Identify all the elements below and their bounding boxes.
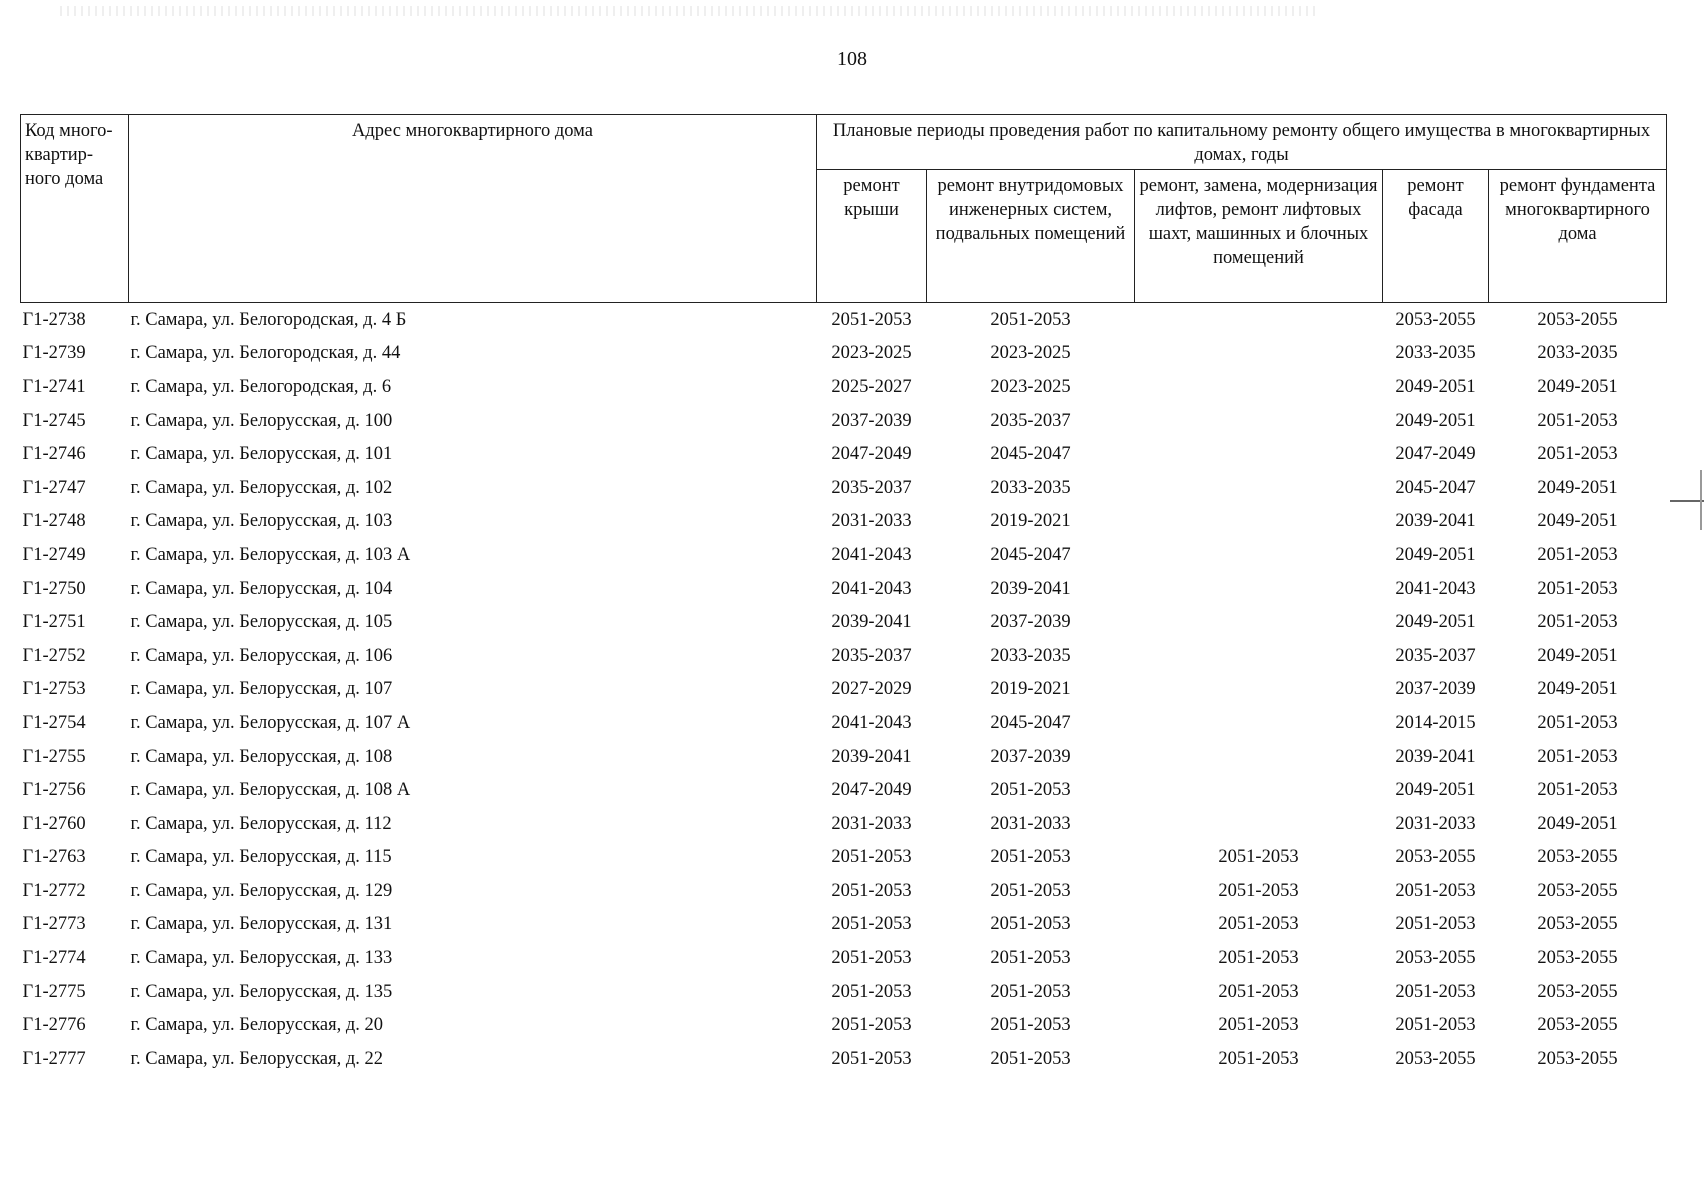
cell-facade: 2014-2015 (1395, 712, 1476, 733)
cell-address: г. Самара, ул. Белорусская, д. 135 (130, 981, 393, 1002)
table-row (21, 841, 1667, 875)
cell-systems: 2037-2039 (990, 746, 1071, 767)
cell-code: Г1-2755 (22, 746, 86, 767)
cell-elevators (1135, 437, 1383, 471)
cell-elevators (1135, 605, 1383, 639)
cell-roof: 2041-2043 (831, 712, 912, 733)
cell-systems: 2051-2053 (990, 981, 1071, 1002)
cell-roof: 2031-2033 (831, 511, 912, 532)
cell-foundation: 2053-2055 (1537, 1048, 1618, 1069)
cell-code: Г1-2747 (22, 477, 86, 498)
cell-address: г. Самара, ул. Белорусская, д. 131 (130, 914, 393, 935)
scan-edge-mark (1670, 500, 1704, 502)
cell-code: Г1-2739 (22, 343, 86, 364)
cell-facade: 2031-2033 (1395, 813, 1476, 834)
cell-facade: 2053-2055 (1395, 847, 1476, 868)
table-row (21, 706, 1667, 740)
cell-roof: 2037-2039 (831, 410, 912, 431)
cell-foundation: 2053-2055 (1537, 914, 1618, 935)
cell-address: г. Самара, ул. Белорусская, д. 20 (130, 1015, 384, 1036)
cell-roof: 2035-2037 (831, 477, 912, 498)
cell-foundation: 2051-2053 (1537, 746, 1618, 767)
cell-code: Г1-2776 (22, 1015, 86, 1036)
cell-foundation: 2053-2055 (1537, 948, 1618, 969)
cell-systems: 2045-2047 (990, 544, 1071, 565)
cell-facade: 2051-2053 (1395, 1015, 1476, 1036)
cell-roof: 2051-2053 (831, 948, 912, 969)
cell-foundation: 2051-2053 (1537, 578, 1618, 599)
cell-code: Г1-2754 (22, 712, 86, 733)
cell-elevators (1135, 370, 1383, 404)
header-periods: Плановые периоды проведения работ по капитальному ремонту общего имущества в многоквартирных домах, годы (817, 115, 1667, 170)
cell-systems: 2051-2053 (990, 780, 1071, 801)
cell-code: Г1-2741 (22, 376, 86, 397)
cell-systems: 2051-2053 (990, 1015, 1071, 1036)
cell-elevators (1135, 807, 1383, 841)
table-row (21, 639, 1667, 673)
cell-roof: 2041-2043 (831, 578, 912, 599)
cell-systems: 2051-2053 (990, 1048, 1071, 1069)
cell-systems: 2051-2053 (990, 948, 1071, 969)
cell-address: г. Самара, ул. Белорусская, д. 100 (130, 410, 393, 431)
cell-code: Г1-2753 (22, 679, 86, 700)
cell-foundation: 2033-2035 (1537, 343, 1618, 364)
cell-code: Г1-2774 (22, 948, 86, 969)
cell-code: Г1-2756 (22, 780, 86, 801)
table-row (21, 1008, 1667, 1042)
cell-code: Г1-2772 (22, 880, 86, 901)
cell-roof: 2051-2053 (831, 847, 912, 868)
cell-roof: 2051-2053 (831, 914, 912, 935)
table-row (21, 605, 1667, 639)
cell-elevators (1135, 337, 1383, 371)
cell-address: г. Самара, ул. Белорусская, д. 107 (130, 679, 393, 700)
scan-edge-mark (1700, 470, 1702, 530)
cell-foundation: 2051-2053 (1537, 712, 1618, 733)
table-row (21, 1042, 1667, 1076)
cell-foundation: 2049-2051 (1537, 679, 1618, 700)
table-row (21, 538, 1667, 572)
capital-repair-table (20, 114, 1667, 1076)
cell-facade: 2051-2053 (1395, 981, 1476, 1002)
cell-foundation: 2051-2053 (1537, 444, 1618, 465)
table-row (21, 740, 1667, 774)
cell-systems: 2051-2053 (990, 847, 1071, 868)
header-elevators: ремонт, замена, модернизация лифтов, ремонт лифтовых шахт, машинных и блочных помещений (1135, 170, 1383, 303)
header-foundation: ремонт фундамента многоквартирного дома (1489, 170, 1667, 303)
cell-elevators: 2051-2053 (1218, 981, 1299, 1002)
cell-facade: 2037-2039 (1395, 679, 1476, 700)
table-row (21, 303, 1667, 337)
cell-elevators (1135, 471, 1383, 505)
cell-systems: 2051-2053 (990, 914, 1071, 935)
cell-roof: 2039-2041 (831, 746, 912, 767)
cell-foundation: 2053-2055 (1537, 880, 1618, 901)
cell-address: г. Самара, ул. Белорусская, д. 101 (130, 444, 393, 465)
cell-foundation: 2053-2055 (1537, 981, 1618, 1002)
cell-facade: 2033-2035 (1395, 343, 1476, 364)
table-body (21, 303, 1667, 1076)
cell-code: Г1-2749 (22, 544, 86, 565)
cell-elevators: 2051-2053 (1218, 914, 1299, 935)
cell-foundation: 2049-2051 (1537, 813, 1618, 834)
cell-address: г. Самара, ул. Белорусская, д. 133 (130, 948, 393, 969)
cell-address: г. Самара, ул. Белорусская, д. 129 (130, 880, 393, 901)
cell-elevators (1135, 740, 1383, 774)
cell-code: Г1-2775 (22, 981, 86, 1002)
table-row (21, 572, 1667, 606)
cell-roof: 2051-2053 (831, 1048, 912, 1069)
cell-code: Г1-2745 (22, 410, 86, 431)
table-row (21, 874, 1667, 908)
cell-code: Г1-2748 (22, 511, 86, 532)
cell-facade: 2041-2043 (1395, 578, 1476, 599)
cell-address: г. Самара, ул. Белорусская, д. 106 (130, 645, 393, 666)
cell-facade: 2035-2037 (1395, 645, 1476, 666)
cell-foundation: 2049-2051 (1537, 477, 1618, 498)
cell-roof: 2051-2053 (831, 880, 912, 901)
cell-elevators: 2051-2053 (1218, 1048, 1299, 1069)
cell-elevators (1135, 404, 1383, 438)
table-row (21, 370, 1667, 404)
cell-address: г. Самара, ул. Белорусская, д. 102 (130, 477, 393, 498)
cell-roof: 2025-2027 (831, 376, 912, 397)
cell-systems: 2019-2021 (990, 679, 1071, 700)
cell-code: Г1-2777 (22, 1048, 86, 1069)
cell-foundation: 2053-2055 (1537, 1015, 1618, 1036)
cell-systems: 2045-2047 (990, 712, 1071, 733)
table-row (21, 471, 1667, 505)
table-row (21, 437, 1667, 471)
table-row (21, 807, 1667, 841)
cell-roof: 2035-2037 (831, 645, 912, 666)
header-address: Адрес многоквартирного дома (129, 115, 817, 303)
cell-address: г. Самара, ул. Белорусская, д. 105 (130, 612, 393, 633)
cell-address: г. Самара, ул. Белорусская, д. 115 (130, 847, 392, 868)
cell-facade: 2053-2055 (1395, 948, 1476, 969)
scan-noise (60, 6, 1320, 16)
cell-facade: 2049-2051 (1395, 544, 1476, 565)
cell-address: г. Самара, ул. Белорусская, д. 108 А (130, 780, 411, 801)
header-roof: ремонт крыши (817, 170, 927, 303)
cell-elevators (1135, 303, 1383, 337)
cell-address: г. Самара, ул. Белогородская, д. 4 Б (130, 309, 407, 330)
cell-elevators (1135, 673, 1383, 707)
cell-systems: 2037-2039 (990, 612, 1071, 633)
cell-roof: 2041-2043 (831, 544, 912, 565)
cell-facade: 2051-2053 (1395, 914, 1476, 935)
cell-address: г. Самара, ул. Белорусская, д. 103 А (130, 544, 411, 565)
cell-elevators: 2051-2053 (1218, 1015, 1299, 1036)
cell-roof: 2047-2049 (831, 444, 912, 465)
cell-foundation: 2053-2055 (1537, 309, 1618, 330)
cell-systems: 2039-2041 (990, 578, 1071, 599)
cell-code: Г1-2738 (22, 309, 86, 330)
cell-facade: 2049-2051 (1395, 410, 1476, 431)
cell-elevators: 2051-2053 (1218, 880, 1299, 901)
header-facade: ремонт фасада (1383, 170, 1489, 303)
cell-foundation: 2051-2053 (1537, 780, 1618, 801)
cell-roof: 2051-2053 (831, 981, 912, 1002)
cell-elevators: 2051-2053 (1218, 847, 1299, 868)
cell-foundation: 2051-2053 (1537, 410, 1618, 431)
cell-foundation: 2051-2053 (1537, 544, 1618, 565)
cell-roof: 2027-2029 (831, 679, 912, 700)
cell-elevators (1135, 773, 1383, 807)
cell-systems: 2045-2047 (990, 444, 1071, 465)
table-row (21, 941, 1667, 975)
cell-address: г. Самара, ул. Белорусская, д. 108 (130, 746, 393, 767)
cell-facade: 2049-2051 (1395, 780, 1476, 801)
cell-facade: 2053-2055 (1395, 309, 1476, 330)
cell-address: г. Самара, ул. Белорусская, д. 104 (130, 578, 393, 599)
cell-facade: 2039-2041 (1395, 511, 1476, 532)
cell-address: г. Самара, ул. Белорусская, д. 107 А (130, 712, 411, 733)
table-row (21, 908, 1667, 942)
cell-address: г. Самара, ул. Белогородская, д. 44 (130, 343, 401, 364)
cell-elevators (1135, 505, 1383, 539)
cell-facade: 2047-2049 (1395, 444, 1476, 465)
cell-foundation: 2051-2053 (1537, 612, 1618, 633)
cell-facade: 2045-2047 (1395, 477, 1476, 498)
table-row (21, 505, 1667, 539)
cell-facade: 2039-2041 (1395, 746, 1476, 767)
cell-roof: 2051-2053 (831, 1015, 912, 1036)
cell-code: Г1-2751 (22, 612, 86, 633)
cell-code: Г1-2746 (22, 444, 86, 465)
cell-roof: 2051-2053 (831, 309, 912, 330)
table-row (21, 975, 1667, 1009)
cell-systems: 2023-2025 (990, 376, 1071, 397)
cell-facade: 2051-2053 (1395, 880, 1476, 901)
cell-facade: 2049-2051 (1395, 612, 1476, 633)
cell-systems: 2019-2021 (990, 511, 1071, 532)
cell-systems: 2023-2025 (990, 343, 1071, 364)
cell-code: Г1-2752 (22, 645, 86, 666)
cell-foundation: 2053-2055 (1537, 847, 1618, 868)
cell-systems: 2035-2037 (990, 410, 1071, 431)
cell-roof: 2039-2041 (831, 612, 912, 633)
table-row (21, 673, 1667, 707)
page-number: 108 (837, 48, 867, 70)
header-code: Код много-квартир-ного дома (21, 115, 129, 303)
table-row (21, 773, 1667, 807)
cell-code: Г1-2763 (22, 847, 86, 868)
cell-systems: 2033-2035 (990, 477, 1071, 498)
cell-elevators: 2051-2053 (1218, 948, 1299, 969)
cell-elevators (1135, 572, 1383, 606)
header-systems: ремонт внутридомовых инженерных систем, подвальных помещений (927, 170, 1135, 303)
cell-code: Г1-2750 (22, 578, 86, 599)
cell-foundation: 2049-2051 (1537, 511, 1618, 532)
cell-roof: 2047-2049 (831, 780, 912, 801)
table-row (21, 404, 1667, 438)
cell-systems: 2033-2035 (990, 645, 1071, 666)
cell-facade: 2053-2055 (1395, 1048, 1476, 1069)
cell-address: г. Самара, ул. Белорусская, д. 112 (130, 813, 392, 834)
cell-elevators (1135, 639, 1383, 673)
cell-address: г. Самара, ул. Белорусская, д. 22 (130, 1048, 384, 1069)
cell-code: Г1-2773 (22, 914, 86, 935)
cell-systems: 2051-2053 (990, 880, 1071, 901)
cell-foundation: 2049-2051 (1537, 376, 1618, 397)
cell-systems: 2051-2053 (990, 309, 1071, 330)
cell-elevators (1135, 706, 1383, 740)
cell-roof: 2023-2025 (831, 343, 912, 364)
cell-elevators (1135, 538, 1383, 572)
cell-foundation: 2049-2051 (1537, 645, 1618, 666)
cell-address: г. Самара, ул. Белорусская, д. 103 (130, 511, 393, 532)
cell-systems: 2031-2033 (990, 813, 1071, 834)
cell-roof: 2031-2033 (831, 813, 912, 834)
cell-code: Г1-2760 (22, 813, 86, 834)
table-row (21, 337, 1667, 371)
cell-address: г. Самара, ул. Белогородская, д. 6 (130, 376, 392, 397)
cell-facade: 2049-2051 (1395, 376, 1476, 397)
